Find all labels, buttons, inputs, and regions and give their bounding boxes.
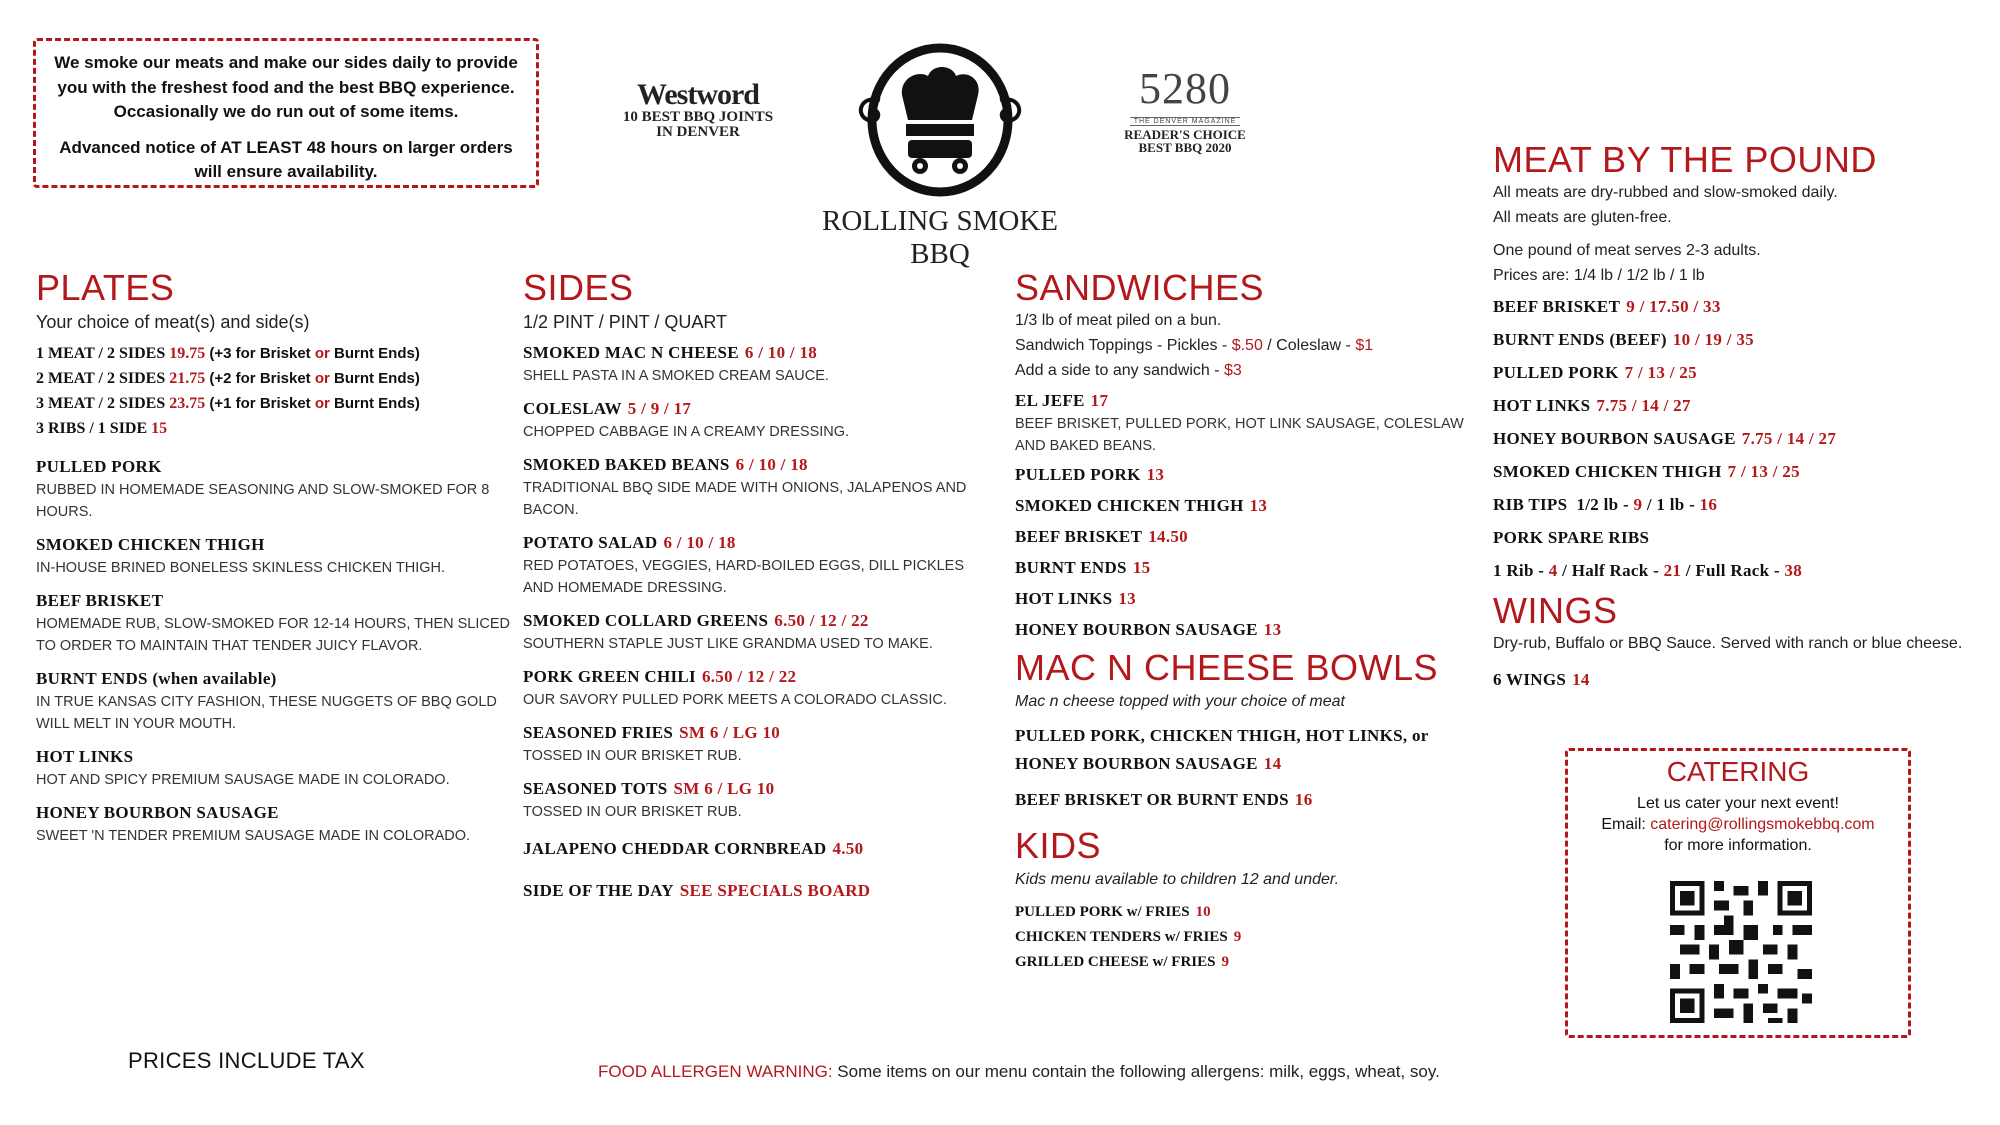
menu-item: SMOKED BAKED BEANS 6 / 10 / 18 TRADITIONAL BBQ SIDE MADE WITH ONIONS, JALAPENOS AND BACON. (523, 455, 967, 518)
sides-section (523, 268, 993, 903)
bowls-intro: Mac n cheese topped with your choice of meat (1015, 693, 1345, 710)
sides-intro: 1/2 PINT / PINT / QUART (523, 312, 728, 332)
plate-combo: 2 MEAT / 2 SIDES 21.75 (+2 for Brisket or Burnt Ends) (36, 370, 420, 387)
plates-intro: Your choice of meat(s) and side(s) (36, 312, 310, 332)
sandwiches-section (1015, 268, 1475, 975)
5280-line-1: READER'S CHOICE (1124, 127, 1246, 142)
pound-line-1: All meats are dry-rubbed and slow-smoked daily. (1493, 184, 1838, 201)
plate-combo: 1 MEAT / 2 SIDES 19.75 (+3 for Brisket or Burnt Ends) (36, 345, 420, 362)
spare-ribs-item: PORK SPARE RIBS (1493, 528, 1650, 547)
bowl-item: BEEF BRISKET OR BURNT ENDS 16 (1015, 790, 1313, 809)
sandwiches-intro: 1/3 lb of meat piled on a bun. (1015, 312, 1222, 329)
menu-item: POTATO SALAD 6 / 10 / 18 RED POTATOES, VEGGIES, HARD-BOILED EGGS, DILL PICKLES AND HOMEMADE DRESSING. (523, 533, 965, 596)
brand-name: ROLLING SMOKE BBQ (821, 205, 1059, 270)
catering-title: CATERING (1666, 756, 1810, 787)
menu-item: BURNT ENDS (when available) IN TRUE KANSAS CITY FASHION, THESE NUGGETS OF BBQ GOLD WILL MELT IN YOUR MOUTH. (36, 669, 497, 732)
allergen-warning: FOOD ALLERGEN WARNING: Some items on our menu contain the following allergens: milk, eggs, wheat, soy. (598, 1062, 1440, 1081)
pound-item: SMOKED CHICKEN THIGH 7 / 13 / 25 (1493, 462, 1800, 481)
notice-text-1: We smoke our meats and make our sides daily to provide you with the freshest food and the best BBQ experience. Occasionally we do run out of some items. (54, 53, 518, 121)
kids-title: KIDS (1015, 825, 1102, 866)
kids-item: PULLED PORK w/ FRIES 10 (1015, 904, 1211, 920)
menu-item: SIDE OF THE DAY SEE SPECIALS BOARD (523, 881, 871, 900)
pound-item: BEEF BRISKET 9 / 17.50 / 33 (1493, 297, 1721, 316)
plate-combos (36, 341, 516, 441)
wings-item: 6 WINGS 14 (1493, 670, 1590, 689)
menu-item: BEEF BRISKET HOMEMADE RUB, SLOW-SMOKED FOR 12-14 HOURS, THEN SLICED TO ORDER TO MAINTAIN THAT TENDER JUICY FLAVOR. (36, 591, 511, 654)
wings-title: WINGS (1493, 590, 1618, 631)
catering-line-3: for more information. (1664, 837, 1812, 854)
menu-item: BEEF BRISKET 14.50 (1015, 527, 1188, 546)
menu-item: BURNT ENDS 15 (1015, 558, 1151, 577)
meat-by-pound-section (1493, 140, 1973, 692)
menu-item: PULLED PORK 13 (1015, 465, 1165, 484)
bowl-item: PULLED PORK, CHICKEN THIGH, HOT LINKS, or HONEY BOURBON SAUSAGE 14 (1015, 726, 1429, 773)
menu-item: HOT LINKS HOT AND SPICY PREMIUM SAUSAGE MADE IN COLORADO. (36, 747, 450, 788)
menu-item: SMOKED CHICKEN THIGH 13 (1015, 496, 1268, 515)
menu-item: SEASONED TOTS SM 6 / LG 10 TOSSED IN OUR BRISKET RUB. (523, 779, 775, 820)
sandwich-toppings: Sandwich Toppings - Pickles - $.50 / Coleslaw - $1 (1015, 337, 1374, 354)
menu-item: HONEY BOURBON SAUSAGE 13 (1015, 620, 1282, 639)
bowls-title: MAC N CHEESE BOWLS (1015, 647, 1439, 688)
menu-item: HONEY BOURBON SAUSAGE SWEET 'N TENDER PREMIUM SAUSAGE MADE IN COLORADO. (36, 803, 471, 844)
sides-title: SIDES (523, 267, 634, 308)
menu-item: SMOKED COLLARD GREENS 6.50 / 12 / 22 SOUTHERN STAPLE JUST LIKE GRANDMA USED TO MAKE. (523, 611, 933, 652)
notice-text-2: Advanced notice of AT LEAST 48 hours on larger orders will ensure availability. (59, 137, 513, 181)
wings-desc: Dry-rub, Buffalo or BBQ Sauce. Served with ranch or blue cheese. (1493, 635, 1963, 652)
availability-notice (33, 38, 539, 188)
rolling-smoke-logo-icon (840, 40, 1040, 200)
5280-award-badge (1110, 64, 1260, 155)
rib-tips-item: RIB TIPS 1/2 lb - 9 / 1 lb - 16 (1493, 495, 1718, 514)
kids-item: CHICKEN TENDERS w/ FRIES 9 (1015, 929, 1242, 945)
plate-combo: 3 RIBS / 1 SIDE 15 (36, 420, 168, 437)
5280-line-2: BEST BBQ 2020 (1138, 140, 1232, 155)
pound-prices-note: Prices are: 1/4 lb / 1/2 lb / 1 lb (1493, 267, 1705, 284)
catering-email-line: Email: catering@rollingsmokebbq.com (1601, 816, 1875, 833)
pound-title: MEAT BY THE POUND (1493, 139, 1877, 180)
spare-ribs-prices: 1 Rib - 4 / Half Rack - 21 / Full Rack - 38 (1493, 561, 1803, 580)
westword-logo: Westword (637, 78, 759, 111)
menu-item: PORK GREEN CHILI 6.50 / 12 / 22 OUR SAVORY PULLED PORK MEETS A COLORADO CLASSIC. (523, 667, 947, 708)
catering-box (1565, 748, 1911, 1038)
pound-item: HOT LINKS 7.75 / 14 / 27 (1493, 396, 1691, 415)
kids-intro: Kids menu available to children 12 and under. (1015, 871, 1340, 888)
menu-item: SMOKED CHICKEN THIGH IN-HOUSE BRINED BONELESS SKINLESS CHICKEN THIGH. (36, 535, 446, 576)
westword-award-badge (603, 80, 793, 140)
catering-email-link[interactable]: catering@rollingsmokebbq.com (1650, 816, 1875, 833)
menu-item: SEASONED FRIES SM 6 / LG 10 TOSSED IN OUR BRISKET RUB. (523, 723, 781, 764)
pound-line-2: All meats are gluten-free. (1493, 209, 1672, 226)
westword-line-1: 10 BEST BBQ JOINTS (622, 109, 774, 125)
menu-item: JALAPENO CHEDDAR CORNBREAD 4.50 (523, 839, 864, 858)
pound-item: HONEY BOURBON SAUSAGE 7.75 / 14 / 27 (1493, 429, 1837, 448)
menu-item: SMOKED MAC N CHEESE 6 / 10 / 18 SHELL PASTA IN A SMOKED CREAM SAUCE. (523, 343, 829, 384)
pound-item: BURNT ENDS (BEEF) 10 / 19 / 35 (1493, 330, 1754, 349)
pound-item: PULLED PORK 7 / 13 / 25 (1493, 363, 1697, 382)
menu-item: PULLED PORK RUBBED IN HOMEMADE SEASONING AND SLOW-SMOKED FOR 8 HOURS. (36, 457, 490, 520)
plates-title: PLATES (36, 267, 175, 308)
catering-line-1: Let us cater your next event! (1637, 795, 1839, 812)
sandwiches-title: SANDWICHES (1015, 267, 1265, 308)
menu-item: HOT LINKS 13 (1015, 589, 1136, 608)
sandwich-add-side: Add a side to any sandwich - $3 (1015, 362, 1242, 379)
prices-include-tax: PRICES INCLUDE TAX (128, 1048, 365, 1073)
plate-combo: 3 MEAT / 2 SIDES 23.75 (+1 for Brisket or Burnt Ends) (36, 395, 420, 412)
pound-serves: One pound of meat serves 2-3 adults. (1493, 242, 1761, 259)
kids-item: GRILLED CHEESE w/ FRIES 9 (1015, 954, 1229, 970)
5280-logo: 5280 (1139, 64, 1231, 113)
5280-magazine-label: THE DENVER MAGAZINE (1130, 117, 1241, 126)
qr-code-icon[interactable] (1670, 881, 1812, 1023)
plates-section (36, 268, 516, 847)
westword-line-2: IN DENVER (656, 124, 740, 140)
menu-item: COLESLAW 5 / 9 / 17 CHOPPED CABBAGE IN A CREAMY DRESSING. (523, 399, 850, 440)
menu-item: EL JEFE 17 BEEF BRISKET, PULLED PORK, HOT LINK SAUSAGE, COLESLAW AND BAKED BEANS. (1015, 391, 1464, 454)
